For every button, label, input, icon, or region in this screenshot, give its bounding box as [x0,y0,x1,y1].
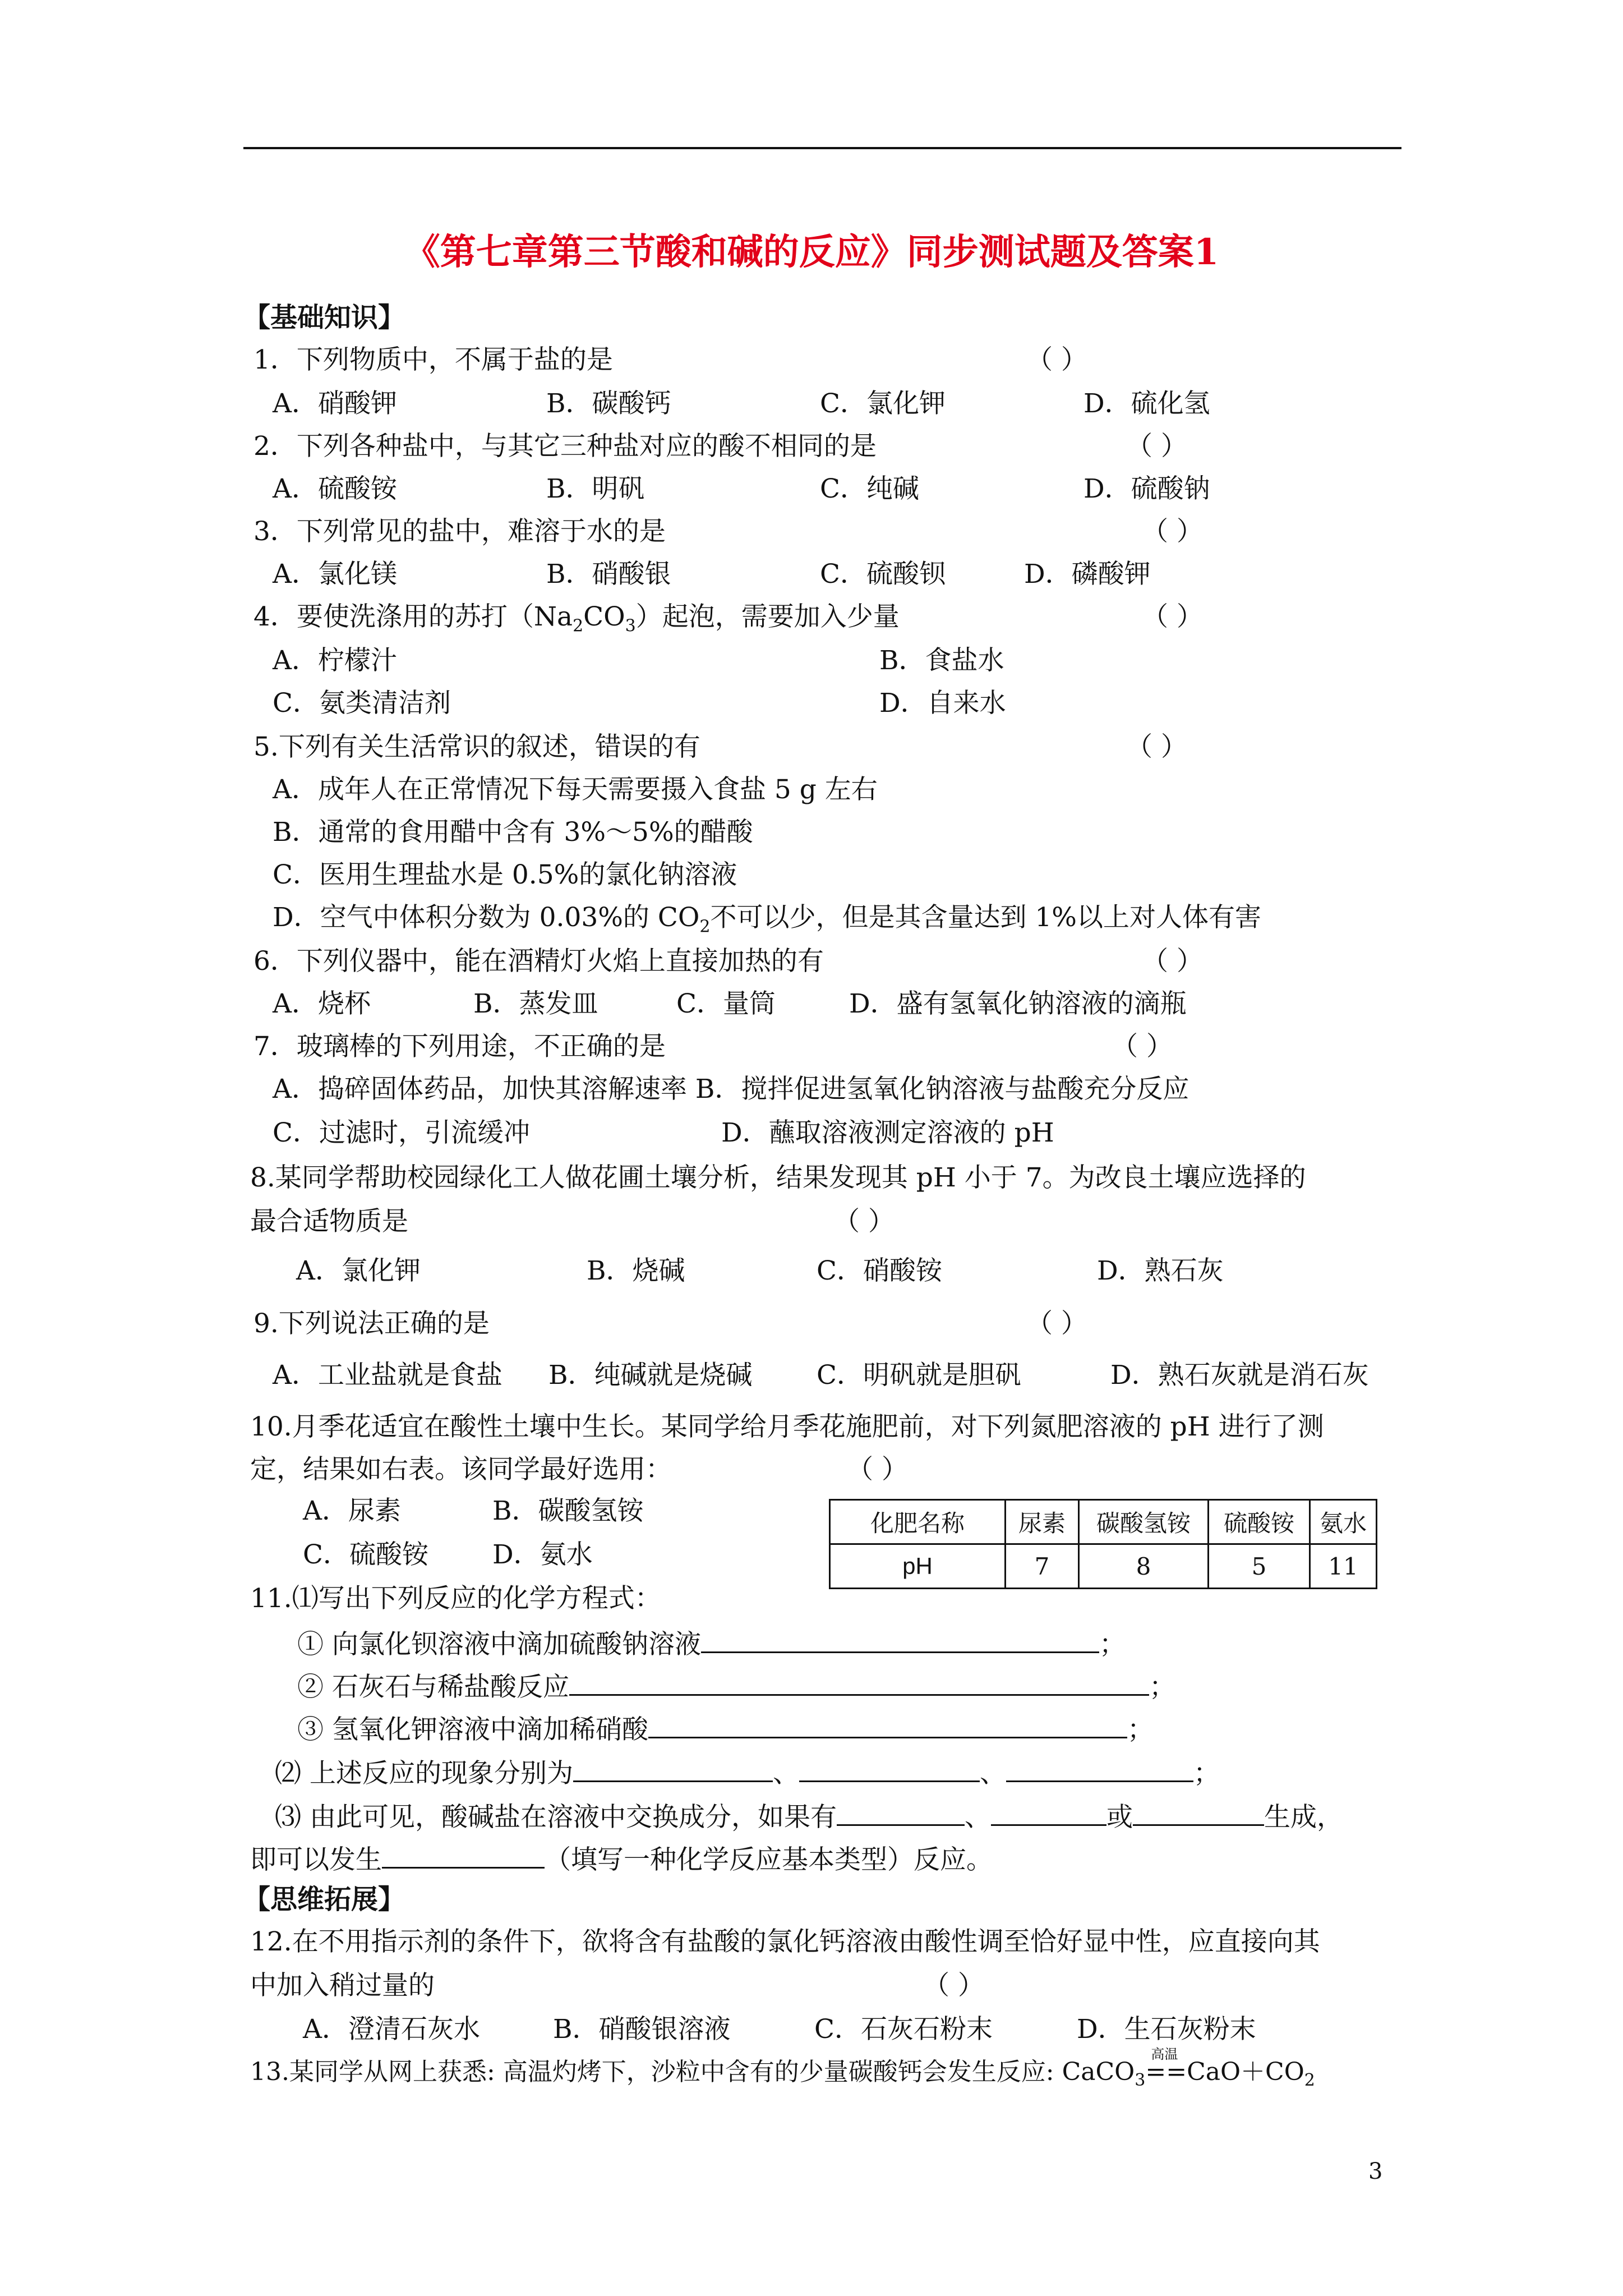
q4-option-d: D．自来水 [879,688,1006,719]
q5-stem: 5.下列有关生活常识的叙述，错误的有 [253,731,700,762]
section-extension: 【思维拓展】 [243,1884,405,1915]
q1-option-d: D．硫化氢 [1083,388,1210,419]
q11-part-2: ⑵ 上述反应的现象分别为 、 、 ； [275,1754,1220,1791]
q7-option-c: C．过滤时，引流缓冲 [273,1117,530,1148]
q12-option-c: C．石灰石粉末 [814,2014,993,2045]
q6-option-b: B．蒸发皿 [473,988,598,1019]
q9-bracket: （ ） [1026,1308,1087,1339]
answer-blank[interactable] [382,1840,545,1869]
q8-option-b: B．烧碱 [587,1255,685,1286]
q11-part-3b: 即可以发生 （填写一种化学反应基本类型）反应。 [250,1840,993,1877]
page-number: 3 [1368,2159,1383,2184]
q3-option-b: B．硝酸银 [546,559,671,590]
q7-option-d: D．蘸取溶液测定溶液的 pH [721,1117,1054,1148]
q12-option-d: D．生石灰粉末 [1077,2014,1256,2045]
q11-item-2: ② 石灰石与稀盐酸反应 ； [297,1667,1175,1704]
q10-line2: 定，结果如右表。该同学最好选用： [250,1454,672,1485]
q1-option-b: B．碳酸钙 [546,388,671,419]
q6-option-c: C．量筒 [676,988,776,1019]
q5-option-c: C．医用生理盐水是 0.5%的氯化钠溶液 [273,859,737,890]
q4-option-c: C．氨类清洁剂 [273,688,451,719]
q3-stem: 3．下列常见的盐中，难溶于水的是 [253,516,666,547]
q4-bracket: （ ） [1142,601,1203,632]
q1-stem: 1．下列物质中，不属于盐的是 [253,344,613,375]
answer-blank[interactable] [837,1797,965,1826]
q12-line2: 中加入稍过量的 [250,1970,435,2001]
q5-bracket: （ ） [1126,731,1187,762]
q5-option-a: A．成年人在正常情况下每天需要摄入食盐 5 g 左右 [273,774,878,805]
q3-option-c: C．硫酸钡 [820,559,946,590]
q12-option-a: A．澄清石灰水 [303,2014,480,2045]
header-rule [243,147,1401,149]
q8-line1: 8.某同学帮助校园绿化工人做花圃土壤分析，结果发现其 pH 小于 7。为改良土壤应选择的 [250,1162,1306,1193]
q3-bracket: （ ） [1142,516,1203,547]
q11-part-3: ⑶ 由此可见，酸碱盐在溶液中交换成分，如果有 、 或 生成， [275,1797,1343,1834]
table-cell: 化肥名称 [830,1500,1006,1544]
q7-bracket: （ ） [1112,1031,1173,1062]
q6-option-a: A．烧杯 [273,988,371,1019]
q9-option-a: A．工业盐就是食盐 [273,1360,502,1391]
q6-option-d: D．盛有氢氧化钠溶液的滴瓶 [849,988,1187,1019]
q10-option-a: A．尿素 [303,1496,401,1526]
q1-option-c: C．氯化钾 [820,388,946,419]
q2-option-d: D．硫酸钠 [1083,473,1210,504]
q2-option-a: A．硫酸铵 [273,473,397,504]
table-cell: 11 [1310,1544,1377,1589]
q6-stem: 6．下列仪器中，能在酒精灯火焰上直接加热的有 [253,946,824,977]
q7-stem: 7．玻璃棒的下列用途，不正确的是 [253,1031,666,1062]
q3-option-a: A．氯化镁 [273,559,397,590]
q1-option-a: A．硝酸钾 [273,388,397,419]
table-header-row [830,1500,1377,1544]
q8-option-c: C．硝酸铵 [817,1255,942,1286]
q10-line1: 10.月季花适宜在酸性土壤中生长。某同学给月季花施肥前，对下列氮肥溶液的 pH 进行了测 [250,1411,1324,1442]
answer-blank[interactable] [648,1710,1127,1738]
reaction-condition: 高温 [1151,2046,1178,2062]
page-title: 《第七章第三节酸和碱的反应》同步测试题及答案1 [404,231,1219,273]
q13-stem: 13.某同学从网上获悉: 高温灼烤下，沙粒中含有的少量碳酸钙会发生反应: CaCO$_3$ 高温 $==CaO+CO_2$ [250,2046,1315,2090]
q8-line2: 最合适物质是 [250,1206,408,1237]
q8-bracket: （ ） [833,1206,895,1237]
q9-option-d: D．熟石灰就是消石灰 [1110,1360,1369,1391]
table-cell: 8 [1079,1544,1209,1589]
q8-option-a: A．氯化钾 [296,1255,421,1286]
q9-stem: 9.下列说法正确的是 [253,1308,490,1339]
table-cell: 尿素 [1006,1500,1079,1544]
answer-blank[interactable] [573,1754,773,1782]
q2-stem: 2．下列各种盐中，与其它三种盐对应的酸不相同的是 [253,431,877,462]
table-cell: pH [830,1544,1006,1589]
q9-option-c: C．明矾就是胆矾 [817,1360,1021,1391]
q7-option-ab: A．捣碎固体药品，加快其溶解速率 B．搅拌促进氢氧化钠溶液与盐酸充分反应 [273,1074,1189,1105]
q6-bracket: （ ） [1142,946,1203,977]
q5-option-d: D．空气中体积分数为 0.03%的 $CO_2$不可以少，但是其含量达到 1%以上对人体有害 [273,902,1261,937]
q12-option-b: B．硝酸银溶液 [553,2014,731,2045]
q4-option-b: B．食盐水 [879,645,1004,676]
q11-item-1: ① 向氯化钡溶液中滴加硫酸钠溶液 ； [297,1625,1126,1662]
q10-bracket: （ ） [847,1454,908,1485]
q12-bracket: （ ） [923,1970,984,2001]
fertilizer-ph-table [829,1499,1377,1589]
section-basic: 【基础知识】 [243,302,405,333]
q2-option-b: B．明矾 [546,473,645,504]
q11-intro: 11.⑴写出下列反应的化学方程式： [250,1583,661,1614]
table-cell: 硫酸铵 [1209,1500,1310,1544]
answer-blank[interactable] [701,1625,1099,1653]
q12-line1: 12.在不用指示剂的条件下，欲将含有盐酸的氯化钙溶液由酸性调至恰好显中性，应直接向其 [250,1926,1320,1957]
q8-option-d: D．熟石灰 [1097,1255,1224,1286]
answer-blank[interactable] [569,1667,1149,1696]
q3-option-d: D．磷酸钾 [1024,559,1151,590]
table-row [830,1544,1377,1589]
table-cell: 氨水 [1310,1500,1377,1544]
q2-bracket: （ ） [1126,431,1187,462]
q4-stem: 4．要使洗涤用的苏打$(Na_2CO_3)$起泡，需要加入少量 [253,601,900,636]
q10-option-d: D．氨水 [492,1539,593,1570]
answer-blank[interactable] [991,1797,1106,1826]
table-cell: 7 [1006,1544,1079,1589]
answer-blank[interactable] [1133,1797,1264,1826]
q10-option-c: C．硫酸铵 [303,1539,428,1570]
answer-blank[interactable] [799,1754,980,1782]
q4-option-a: A．柠檬汁 [273,645,397,676]
table-cell: 5 [1209,1544,1310,1589]
q9-option-b: B．纯碱就是烧碱 [548,1360,753,1391]
q2-option-c: C．纯碱 [820,473,919,504]
q1-bracket: （ ） [1026,344,1087,375]
q11-item-3: ③ 氢氧化钾溶液中滴加稀硝酸 ； [297,1710,1154,1747]
q5-option-b: B．通常的食用醋中含有 3%～5%的醋酸 [273,817,753,848]
q10-option-b: B．碳酸氢铵 [492,1496,644,1526]
answer-blank[interactable] [1006,1754,1193,1782]
table-cell: 碳酸氢铵 [1079,1500,1209,1544]
